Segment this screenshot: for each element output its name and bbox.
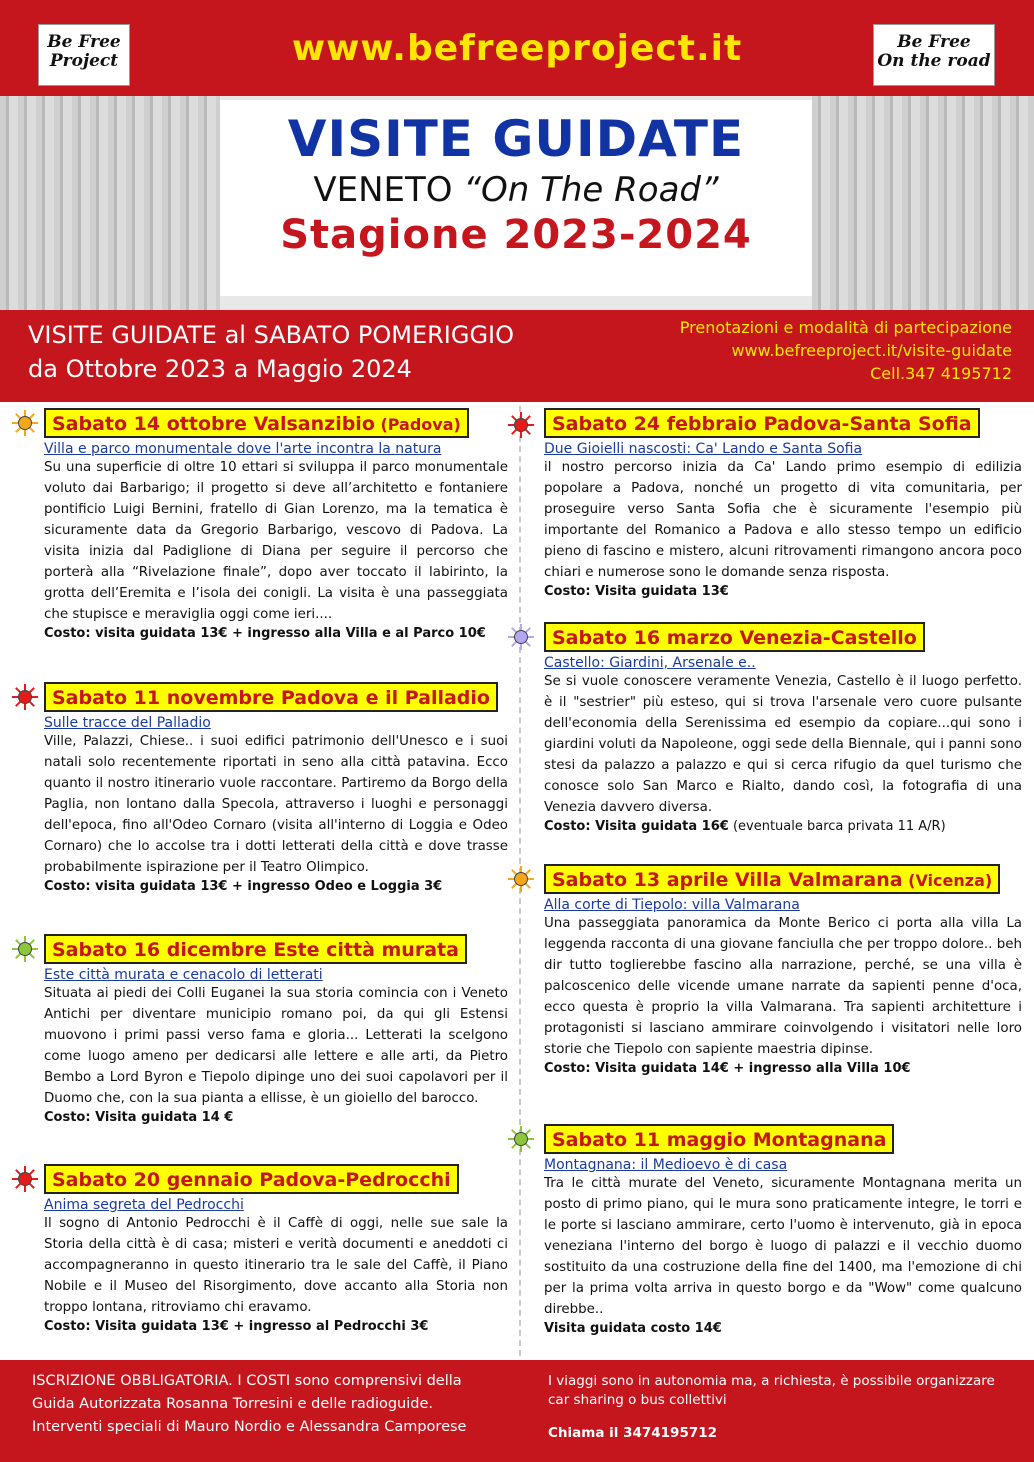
visit-description: Una passeggiata panoramica da Monte Berico ci porta alla villa La leggenda racconta di una giovane fanciulla che per troppo dolore.. beh dir tutto toglierebbe fascino alla narrazione, perché, se una villa è palcoscenico delle vicende umane narrate da sapienti penne d'oca, ecco questa è proprio la villa Valmarana. Tra sapienti architetture i protagonisti si lasciano ammirare coinvolgendo i visitatori nelle loro storie che Tiepolo con sapiente maestria dipinse. (544, 916, 1022, 1057)
visit-description: Ville, Palazzi, Chiese.. i suoi edifici patrimonio dell'Unesco e i suoi natali solo recentemente riportati in seno alla città patavina. Ecco quanto il nostro itinerario vuole raccontare. Partiremo da Borgo della Paglia, non lontano dalla Specola, attraverso i luoghi e personaggi dell'epoca, fino all'Odeo Cornaro (visita all'interno di Loggia e Odeo Cornaro) che lo accolse tra i dotti letterati della città e dove trasse probabilmente ispirazione per il Teatro Olimpico. (44, 734, 508, 875)
site-url[interactable]: www.befreeproject.it (291, 28, 743, 69)
padova-photo-right (812, 96, 1034, 310)
visit-cost (544, 1321, 1022, 1336)
footer-line-2: Guida Autorizzata Rosanna Torresini e delle radioguide. (32, 1396, 434, 1412)
sun-icon (12, 1166, 38, 1192)
subtitle-prefix: VENETO (313, 170, 464, 210)
visit-cost (544, 584, 1022, 599)
visit-entry (12, 408, 508, 641)
visit-cost-main: Costo: Visita guidata 13€ + ingresso al Pedrocchi 3€ (44, 1319, 429, 1334)
visit-title-main: Sabato 14 ottobre Valsanzibio (52, 413, 375, 435)
visit-subtitle-link[interactable]: Sulle tracce del Palladio (44, 715, 211, 731)
visit-title (544, 622, 925, 652)
booking-line-1: Prenotazioni e modalità di partecipazione (679, 318, 1012, 337)
padova-photo-left (0, 96, 220, 310)
logo-line-2: On the road (877, 51, 991, 71)
footer-line-3: Interventi speciali di Mauro Nordio e Alessandra Camporese (32, 1419, 467, 1435)
visit-cost (44, 1319, 508, 1334)
visit-description: Tra le città murate del Veneto, sicuramente Montagnana merita un posto di primo piano, qui le mura sono praticamente integre, le torri e le porte si lasciano ammirare, certo l'uomo è intervenuto, già in epoca veneziana l'interno del borgo è luogo di palazzi e il vecchio duomo sostituito da una costruzione della fine del 1400, ma l'emozione di chi per la prima volta arriva in questo borgo e da "Wow" come qualcuno direbbe.. (544, 1176, 1022, 1317)
sun-icon (12, 410, 38, 436)
visit-subtitle-link[interactable]: Due Gioielli nascosti: Ca' Lando e Santa Sofia (544, 441, 863, 457)
schedule-line-1: VISITE GUIDATE al SABATO POMERIGGIO (28, 321, 515, 349)
visit-title-main: Sabato 11 novembre Padova e il Palladio (52, 687, 490, 709)
visit-cost-main: Costo: Visita guidata 14 € (44, 1110, 234, 1125)
visit-entry (12, 1164, 508, 1334)
visit-cost (44, 626, 508, 641)
footer-call-phone[interactable]: Chiama il 3474195712 (548, 1425, 718, 1441)
visit-cost-main: Visita guidata costo 14€ (544, 1321, 722, 1336)
befree-project-logo (38, 24, 130, 86)
visit-cost (44, 879, 508, 894)
sun-icon (508, 412, 534, 438)
visit-description: Su una superficie di oltre 10 ettari si sviluppa il parco monumentale voluto dai Barbarigo; il progetto si deve all’architetto e fontaniere pontificio Luigi Bernini, fratello di Gian Lorenzo, ma la tematica è sicuramente data da Gregorio Barbarigo, vescovo di Padova. La visita inizia dal Padiglione di Diana per seguire il percorso che porterà alla “Rivelazione finale”, dopo aver toccato il labirinto, la grotta dell’Eremita e l’isola dei conigli. La visita è una passeggiata che stupisce e meraviglia oggi come ieri.... (44, 460, 508, 622)
subtitle-italic: “On The Road” (463, 170, 719, 210)
visit-title (544, 864, 1000, 894)
footer-registration-info (32, 1370, 502, 1439)
visit-description: Se si vuole conoscere veramente Venezia, Castello è il luogo perfetto. è il "sestrier" più esteso, qui si trova l'arsenale vero cuore pulsante dell'economia della Serenissima ed esempio da copiare...qui sono i giardini voluti da Napoleone, oggi sede della Biennale, qui i panni sono stesi da palazzo a palazzo e qui si cerca rifugio da quel turismo che conosce solo San Marco e Rialto, dando così, la fotografia di una Venezia davvero diversa. (544, 674, 1022, 815)
visit-title-province: (Vicenza) (902, 871, 993, 890)
befree-on-the-road-logo (873, 24, 995, 86)
footer-travel-line-1: I viaggi sono in autonomia ma, a richiesta, è possibile organizzare (548, 1373, 995, 1389)
footer-band (0, 1360, 1034, 1462)
visit-cost (544, 1061, 1022, 1076)
booking-info (680, 316, 1012, 385)
visit-title-province: (Padova) (374, 415, 461, 434)
visit-entry (508, 864, 1022, 1076)
booking-link[interactable]: www.befreeproject.it/visite-guidate (731, 341, 1012, 360)
visit-title-main: Sabato 20 gennaio Padova-Pedrocchi (52, 1169, 451, 1191)
logo-line-1: Be Free (897, 32, 971, 52)
sun-icon (12, 684, 38, 710)
visit-cost (544, 819, 1022, 834)
logo-line-1: Be Free (47, 32, 121, 52)
visit-subtitle-link[interactable]: Villa e parco monumentale dove l'arte incontra la natura (44, 441, 442, 457)
page-title: VISITE GUIDATE (287, 110, 745, 168)
booking-phone[interactable]: Cell.347 4195712 (870, 364, 1012, 383)
visit-title-main: Sabato 13 aprile Villa Valmarana (552, 869, 903, 891)
visit-title (44, 1164, 459, 1194)
logo-line-2: Project (49, 51, 119, 71)
visit-entry (508, 408, 1022, 599)
top-bar (0, 0, 1034, 96)
schedule-line-2: da Ottobre 2023 a Maggio 2024 (28, 355, 412, 383)
footer-travel-line-2: car sharing o bus collettivi (548, 1392, 727, 1408)
visit-title-main: Sabato 11 maggio Montagnana (552, 1129, 887, 1151)
visit-title-main: Sabato 16 dicembre Este città murata (52, 939, 459, 961)
visit-title (544, 408, 980, 438)
sun-icon (508, 1126, 534, 1152)
visit-subtitle-link[interactable]: Anima segreta del Pedrocchi (44, 1197, 244, 1213)
visit-title (44, 934, 467, 964)
visit-subtitle-link[interactable]: Castello: Giardini, Arsenale e.. (544, 655, 756, 671)
visit-entry (508, 622, 1022, 834)
sun-icon (12, 936, 38, 962)
schedule-info (28, 318, 514, 386)
visit-cost-main: Costo: Visita guidata 14€ + ingresso alla Villa 10€ (544, 1061, 911, 1076)
sun-icon (508, 624, 534, 650)
visit-cost-main: Costo: Visita guidata 16€ (544, 819, 729, 834)
visit-title (44, 682, 498, 712)
visit-entry (12, 682, 508, 894)
visit-cost-main: Costo: Visita guidata 13€ (544, 584, 729, 599)
visit-title-main: Sabato 24 febbraio Padova-Santa Sofia (552, 413, 972, 435)
visit-title (544, 1124, 894, 1154)
visit-cost (44, 1110, 508, 1125)
footer-travel-info (548, 1372, 1018, 1443)
visit-cost-main: Costo: visita guidata 13€ + ingresso Odeo e Loggia 3€ (44, 879, 443, 894)
visit-entry (508, 1124, 1022, 1336)
title-box (220, 100, 812, 296)
visit-subtitle-link[interactable]: Este città murata e cenacolo di letterati (44, 967, 323, 983)
visit-cost-main: Costo: visita guidata 13€ + ingresso alla Villa e al Parco 10€ (44, 626, 486, 641)
visit-cost-note: (eventuale barca privata 11 A/R) (728, 819, 946, 834)
visit-description: Situata ai piedi dei Colli Euganei la sua storia comincia con i Veneto Antichi per diventare municipio romano poi, da qui gli Estensi muovono i primi passi verso fama e gloria... Letterati la scelgono come luogo ameno per dedicarsi alle lettere e alle arti, da Pietro Bembo a Lord Byron e Tiepolo dipinge uno dei suoi capolavori per il Duomo che, con la sua pianta a ellisse, è un gioiello del barocco. (44, 986, 508, 1106)
visit-title-main: Sabato 16 marzo Venezia-Castello (552, 627, 917, 649)
visit-entry (12, 934, 508, 1125)
page-subtitle (220, 170, 812, 210)
visit-description: Il sogno di Antonio Pedrocchi è il Caffè di oggi, nelle sue sale la Storia della città è di casa; misteri e verità documenti e aneddoti ci accompagneranno in questo itinerario tra le sale del Caffè, il Piano Nobile e il Museo del Risorgimento, dove accanto alla Storia non troppo lontana, ritroviamo chi eravamo. (44, 1216, 508, 1315)
visit-description: il nostro percorso inizia da Ca' Lando primo esempio di edilizia popolare a Padova, nonché un progetto di vita comunitaria, per proseguire verso Santa Sofia che è sicuramente l'esempio più importante del Romanico a Padova e allo stesso tempo un edificio pieno di fascino e mistero, alcuni ritrovamenti rimangono ancora poco chiari e numerose sono le domande senza risposta. (544, 460, 1022, 580)
footer-line-1: ISCRIZIONE OBBLIGATORIA. I COSTI sono comprensivi della (32, 1373, 462, 1389)
visit-subtitle-link[interactable]: Alla corte di Tiepolo: villa Valmarana (544, 897, 800, 913)
info-band (0, 310, 1034, 402)
season-title: Stagione 2023-2024 (280, 212, 752, 258)
visit-subtitle-link[interactable]: Montagnana: il Medioevo è di casa (544, 1157, 788, 1173)
sun-icon (508, 866, 534, 892)
visit-title (44, 408, 469, 438)
